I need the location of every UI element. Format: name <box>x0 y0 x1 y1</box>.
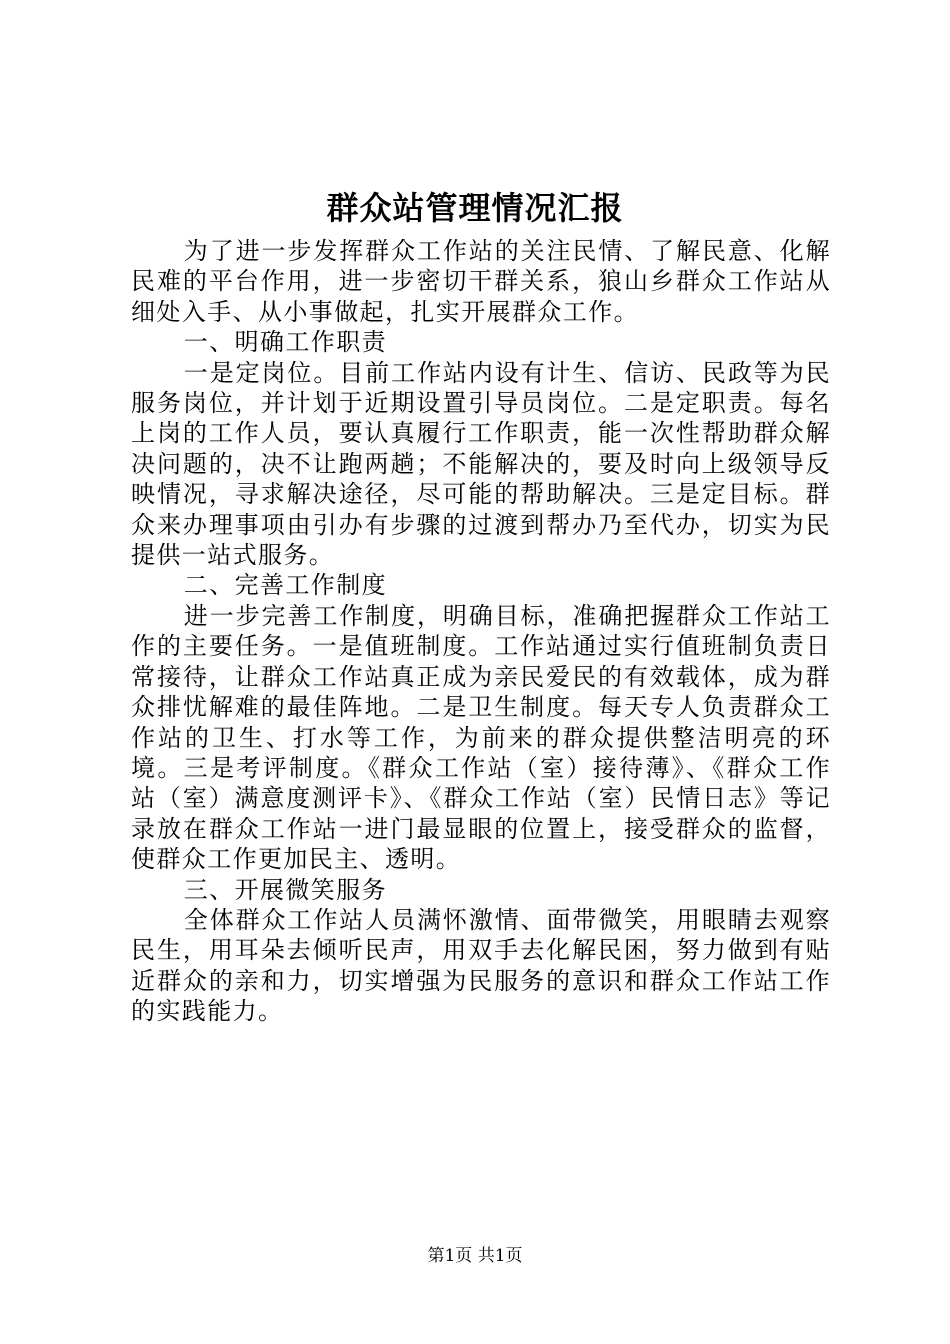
section-paragraph-3: 全体群众工作站人员满怀激情、面带微笑，用眼睛去观察民生，用耳朵去倾听民声，用双手去化解民困，努力做到有贴近群众的亲和力，切实增强为民服务的意识和群众工作站工作的实践能力。 <box>131 905 831 1026</box>
section-heading-3: 三、开展微笑服务 <box>183 875 387 904</box>
document-body <box>131 236 831 1027</box>
section-paragraph-2: 进一步完善工作制度，明确目标，准确把握群众工作站工作的主要任务。一是值班制度。工作站通过实行值班制负责日常接待，让群众工作站真正成为亲民爱民的有效载体，成为群众排忧解难的最佳阵地。二是卫生制度。每天专人负责群众工作站的卫生、打水等工作，为前来的群众提供整洁明亮的环境。三是考评制度。《群众工作站（室）接待薄》、《群众工作站（室）满意度测评卡》、《群众工作站（室）民情日志》等记录放在群众工作站一进门最显眼的位置上，接受群众的监督，使群众工作更加民主、透明。 <box>131 601 831 874</box>
page-footer: 第1页 共1页 <box>427 1246 523 1266</box>
intro-paragraph: 为了进一步发挥群众工作站的关注民情、了解民意、化解民难的平台作用，进一步密切干群关系，狼山乡群众工作站从细处入手、从小事做起，扎实开展群众工作。 <box>131 237 831 326</box>
section-heading-1: 一、明确工作职责 <box>183 328 387 357</box>
section-heading-2: 二、完善工作制度 <box>183 571 387 600</box>
document-title: 群众站管理情况汇报 <box>326 189 624 227</box>
section-paragraph-1: 一是定岗位。目前工作站内设有计生、信访、民政等为民服务岗位，并计划于近期设置引导员岗位。二是定职责。每名上岗的工作人员，要认真履行工作职责，能一次性帮助群众解决问题的，决不让跑两趟；不能解决的，要及时向上级领导反映情况，寻求解决途径，尽可能的帮助解决。三是定目标。群众来办理事项由引办有步骤的过渡到帮办乃至代办，切实为民提供一站式服务。 <box>131 358 831 570</box>
